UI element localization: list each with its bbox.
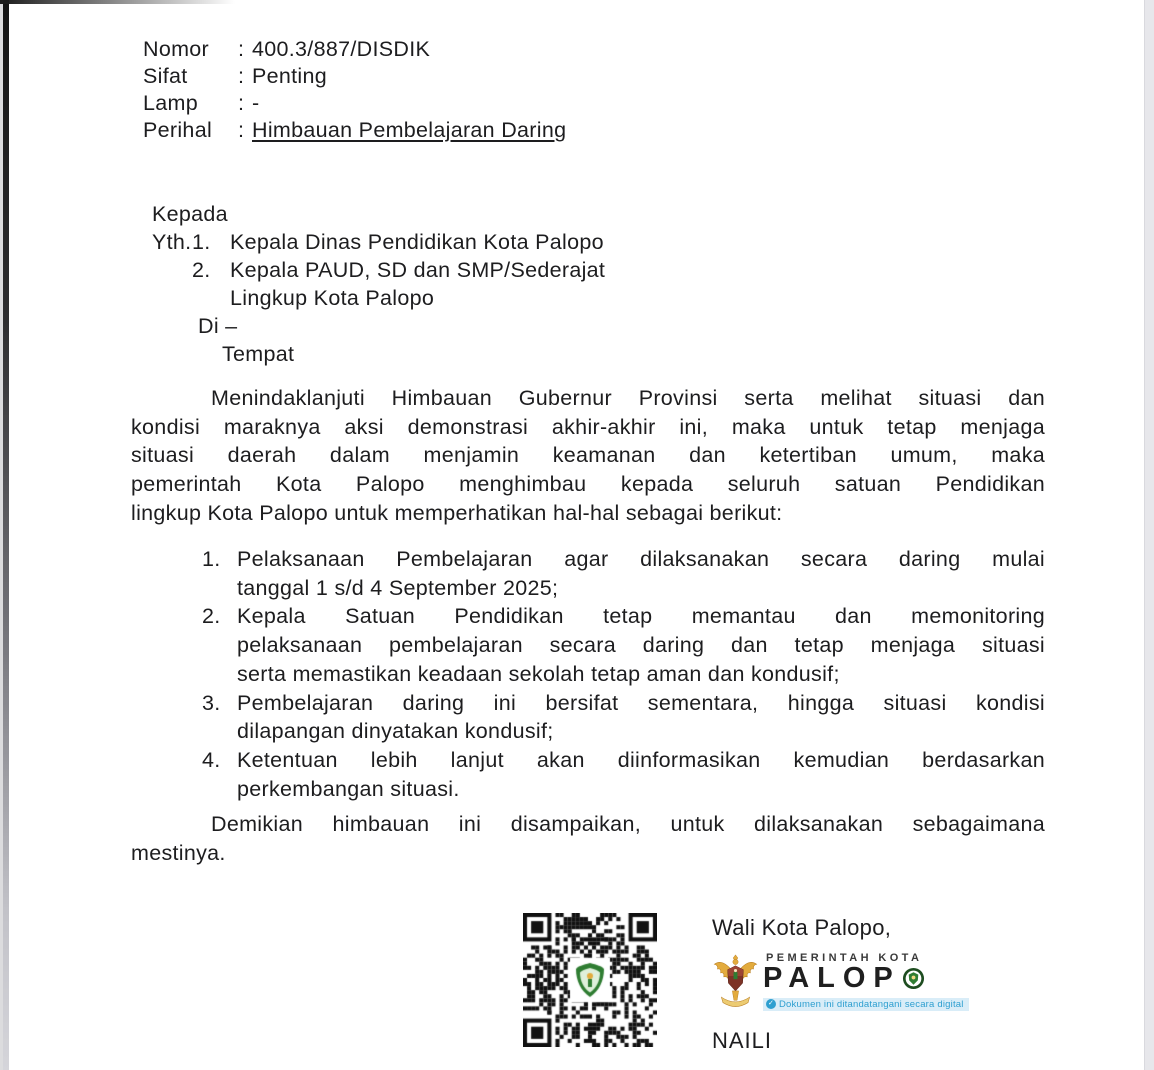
meta-separator: : [238, 37, 245, 61]
photo-edge-left-dark [3, 0, 9, 1070]
meta-label-nomor: Nomor [143, 37, 210, 61]
recipient-kepada: Kepada [152, 202, 228, 226]
logo-palopo-wordmark [763, 962, 969, 994]
list-item-text [237, 689, 1045, 746]
list-item [202, 746, 1045, 803]
list-item-line: dilapangan dinyatakan kondusif; [237, 719, 554, 744]
list-item-line: tanggal 1 s/d 4 September 2025; [237, 575, 559, 600]
list-item-text [237, 602, 1045, 688]
recipient-item-1-text: Kepala Dinas Pendidikan Kota Palopo [230, 230, 604, 254]
directive-list [202, 545, 1045, 803]
meta-value-sifat: Penting [252, 64, 328, 88]
digital-signature-tagline [763, 998, 969, 1011]
meta-value-nomor: 400.3/887/DISDIK [252, 37, 431, 61]
signatory-name: NAILI [712, 1027, 773, 1053]
digital-signature-check-icon: ✓ [767, 1000, 775, 1007]
opening-line: situasi daerah dalam menjamin keamanan dan ketertiban umum, maka [131, 443, 1045, 468]
logo-palopo-letters: PALOP [763, 962, 901, 994]
signature-block [712, 916, 969, 1054]
list-item-line: serta memastikan keadaan sekolah tetap aman dan kondusif; [237, 661, 840, 686]
meta-separator: : [238, 118, 245, 142]
list-item-line: Pelaksanaan Pembelajaran agar dilaksanakan secara daring mulai [237, 547, 1045, 571]
palopo-city-seal-icon [902, 967, 925, 990]
meta-row-lamp [143, 90, 566, 117]
opening-paragraph [131, 384, 1045, 528]
recipient-item-2-line-1: Kepala PAUD, SD dan SMP/Sederajat [230, 258, 606, 282]
list-item-line: Kepala Satuan Pendidikan tetap memantau dan memonitoring [237, 604, 1045, 629]
recipient-item-2 [152, 256, 605, 312]
recipient-yth: Yth. [152, 230, 192, 254]
meta-row-perihal [143, 117, 566, 144]
qr-code [523, 913, 657, 1047]
recipient-item-1-number: 1. [192, 230, 211, 254]
list-item-line: Pembelajaran daring ini bersifat sementara, hingga situasi kondisi [237, 690, 1045, 715]
recipient-item-2-text [230, 256, 605, 312]
list-item-number: 4. [202, 747, 221, 772]
digital-signature-tagline-text: Dokumen ini ditandatangani secara digital [779, 998, 964, 1010]
opening-line: kondisi maraknya aksi demonstrasi akhir-akhir ini, maka untuk tetap menjaga [131, 414, 1045, 439]
recipient-di: Di – [198, 314, 238, 338]
meta-label-perihal: Perihal [143, 118, 213, 142]
list-item [202, 602, 1045, 688]
list-item-text [237, 746, 1045, 803]
photo-edge-top [0, 0, 235, 4]
logo-pemerintah-kota: PEMERINTAH KOTA [766, 952, 923, 964]
list-item-text [237, 545, 1045, 602]
list-item-line: perkembangan situasi. [237, 776, 460, 801]
meta-separator: : [238, 64, 245, 88]
closing-line: mestinya. [131, 840, 226, 865]
list-item [202, 689, 1045, 746]
meta-separator: : [238, 91, 245, 115]
list-item-line: pelaksanaan pembelajaran secara daring dan tetap menjaga situasi [237, 633, 1045, 658]
closing-line: Demikian himbauan ini disampaikan, untuk dilaksanakan sebagaimana [211, 812, 1045, 836]
recipient-block [152, 200, 605, 368]
photo-edge-right [1144, 0, 1154, 1070]
opening-line: pemerintah Kota Palopo menghimbau kepada seluruh satuan Pendidikan [131, 472, 1045, 497]
closing-paragraph [131, 810, 1045, 867]
recipient-item-2-number: 2. [192, 258, 211, 282]
meta-value-lamp: - [252, 91, 260, 115]
recipient-item-1 [152, 228, 605, 256]
recipient-item-2-line-2: Lingkup Kota Palopo [230, 286, 435, 310]
list-item-number: 2. [202, 604, 221, 629]
opening-line: lingkup Kota Palopo untuk memperhatikan hal-hal sebagai berikut: [131, 500, 783, 525]
garuda-emblem-icon [712, 953, 759, 1010]
list-item [202, 545, 1045, 602]
signatory-title: Wali Kota Palopo, [712, 915, 892, 940]
meta-label-sifat: Sifat [143, 64, 188, 88]
meta-row-nomor [143, 36, 566, 63]
meta-row-sifat [143, 63, 566, 90]
letter-meta-block [143, 36, 566, 144]
list-item-number: 1. [202, 547, 221, 571]
palopo-government-logo [712, 951, 969, 1011]
recipient-tempat: Tempat [222, 342, 295, 366]
recipient-yth-spacer [152, 256, 192, 312]
palopo-logo-text [763, 951, 969, 1011]
list-item-number: 3. [202, 690, 221, 715]
opening-line: Menindaklanjuti Himbauan Gubernur Provinsi serta melihat situasi dan [211, 386, 1045, 410]
meta-value-perihal: Himbauan Pembelajaran Daring [252, 118, 567, 142]
meta-label-lamp: Lamp [143, 91, 198, 115]
list-item-line: Ketentuan lebih lanjut akan diinformasikan kemudian berdasarkan [237, 747, 1045, 772]
